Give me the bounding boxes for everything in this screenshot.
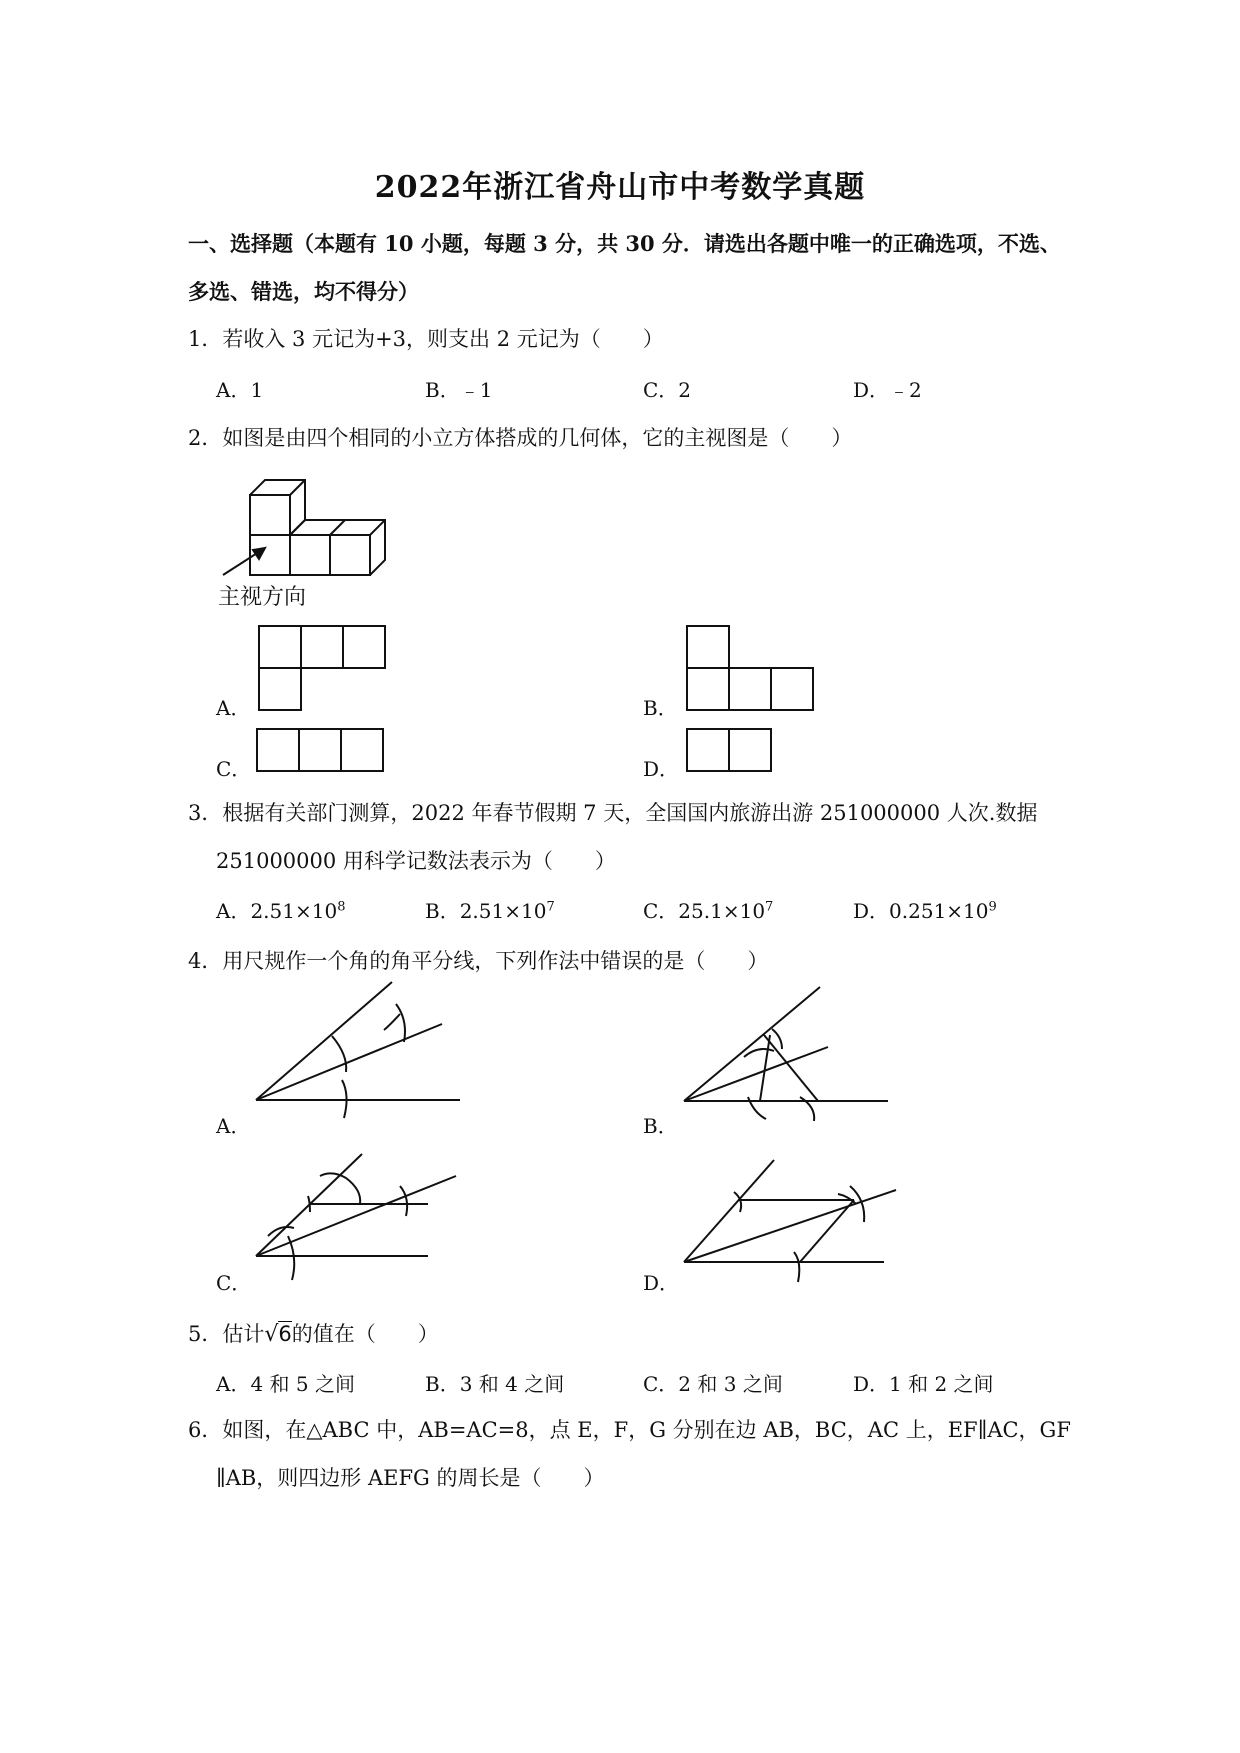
q4-label-c: C． <box>216 1271 252 1295</box>
q4-label-a: A． <box>216 1114 251 1138</box>
q4-option-b-figure <box>678 985 898 1145</box>
view-direction-caption: 主视方向 <box>218 585 307 610</box>
q4-label-d: D． <box>643 1271 680 1295</box>
question-3-stem-line2: 251000000 用科学记数法表示为（ ） <box>216 849 616 873</box>
q1-option-a: A．1 <box>216 378 264 402</box>
q2-option-d-figure <box>686 728 776 774</box>
q3-option-a: A．$2.51\times 10^8$ <box>216 899 346 923</box>
q3-option-c: C．$25.1\times 10^7$ <box>643 899 774 923</box>
q1-option-d: D．﹣2 <box>853 378 922 402</box>
section-header-line1: 一、选择题（本题有 10 小题，每题 3 分，共 30 分．请选出各题中唯一的正确选项，不选、 <box>188 231 1061 256</box>
q2-option-a-figure <box>258 625 388 711</box>
q5-option-b: B．3 和 4 之间 <box>425 1372 565 1396</box>
question-6-stem-line2: ∥AB，则四边形 AEFG 的周长是（ ） <box>216 1466 605 1490</box>
q5-option-d: D．1 和 2 之间 <box>853 1372 994 1396</box>
q2-label-b: B． <box>643 696 678 720</box>
question-2-stem: 2．如图是由四个相同的小立方体搭成的几何体，它的主视图是（ ） <box>188 426 853 450</box>
q3-option-b: B．$2.51\times 10^7$ <box>425 899 555 923</box>
q1-option-b: B．﹣1 <box>425 378 493 402</box>
question-1-stem: 1．若收入 3 元记为+3，则支出 2 元记为（ ） <box>188 327 664 351</box>
q4-option-d-figure <box>678 1150 908 1300</box>
q2-label-c: C． <box>216 757 252 781</box>
q5-option-a: A．4 和 5 之间 <box>216 1372 355 1396</box>
question-3-stem-line1: 3．根据有关部门测算，2022 年春节假期 7 天，全国国内旅游出游 251000000 人次.数据 <box>188 801 1038 825</box>
question-6-stem-line1: 6．如图，在△ABC 中，AB=AC=8，点 E，F，G 分别在边 AB，BC，AC 上，EF∥AC，GF <box>188 1418 1071 1442</box>
section-header-line2: 多选、错选，均不得分） <box>188 279 419 304</box>
q2-option-b-figure <box>686 625 816 711</box>
q1-option-c: C．2 <box>643 378 692 402</box>
question-4-stem: 4．用尺规作一个角的角平分线，下列作法中错误的是（ ） <box>188 949 769 973</box>
q2-option-c-figure <box>256 728 386 774</box>
q2-label-d: D． <box>643 757 680 781</box>
q2-label-a: A． <box>216 696 251 720</box>
page-title: 2022年浙江省舟山市中考数学真题 <box>374 170 866 205</box>
question-5-stem: 5．估计√6的值在（ ） <box>188 1322 439 1347</box>
cube-solid-figure <box>215 470 405 590</box>
q4-option-a-figure <box>250 980 470 1140</box>
q4-label-b: B． <box>643 1114 678 1138</box>
q4-option-c-figure <box>250 1140 470 1300</box>
sqrt-radicand: 6 <box>278 1322 292 1346</box>
q3-option-d: D．$0.251\times 10^9$ <box>853 899 997 923</box>
q5-option-c: C．2 和 3 之间 <box>643 1372 783 1396</box>
